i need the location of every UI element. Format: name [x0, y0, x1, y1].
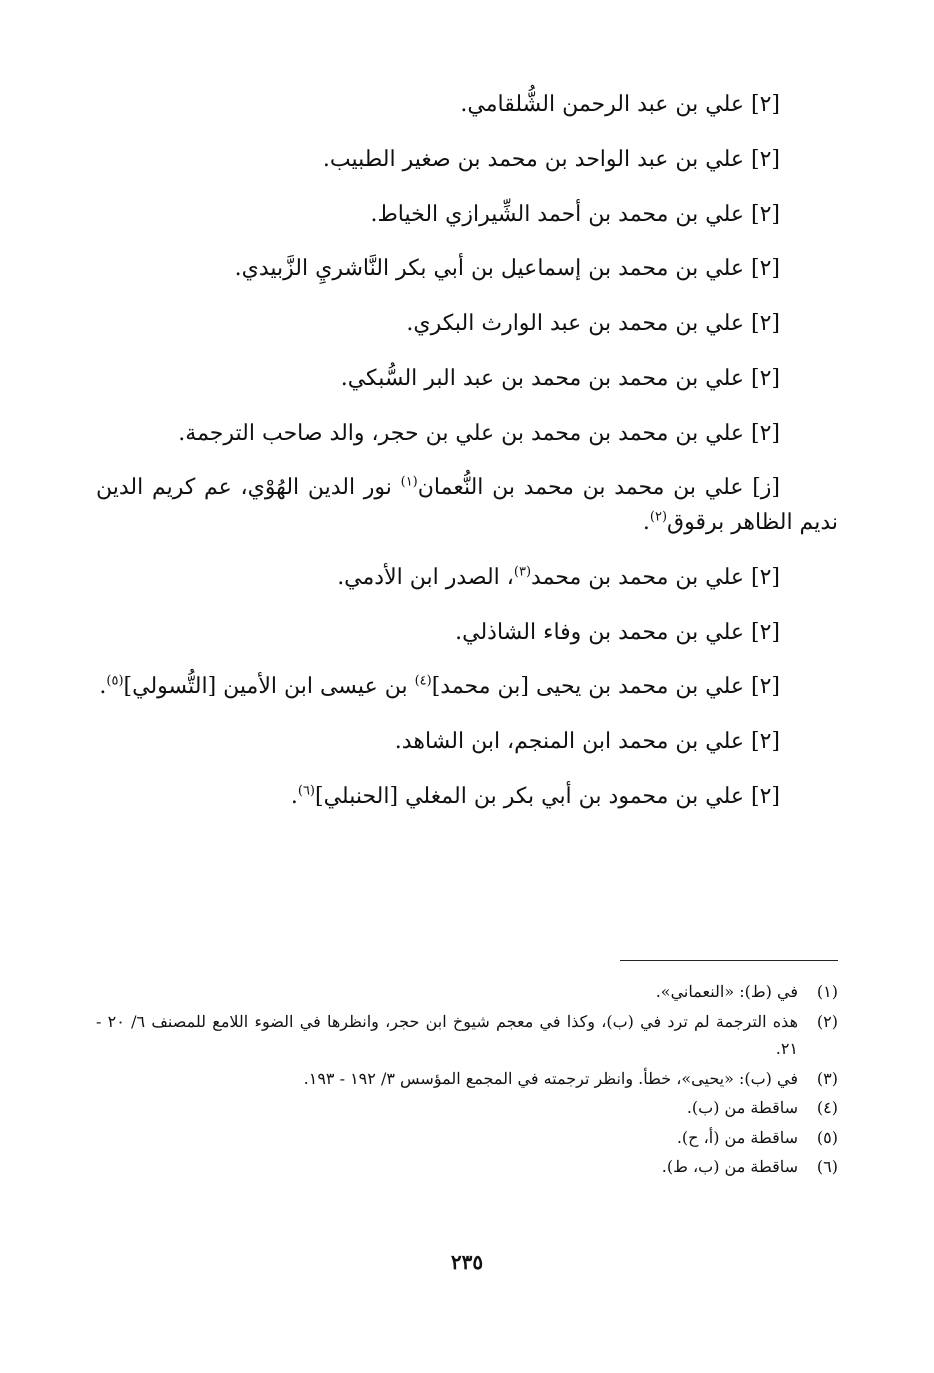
entry-text: . — [642, 510, 650, 535]
footnote — [96, 1065, 838, 1093]
footnote-ref[interactable]: (٣) — [513, 564, 532, 580]
footnote — [96, 1094, 838, 1122]
footnote-number: (٤) — [816, 1098, 838, 1118]
entry-text: [٢] علي بن محمد بن عبد الوارث البكري. — [406, 311, 780, 336]
footnote-number: (٥) — [816, 1127, 838, 1147]
entry-text: . — [290, 783, 298, 809]
entry-text: [٢] علي بن محمد بن يحيى [بن محمد] — [431, 674, 780, 700]
biography-entry — [96, 143, 838, 178]
biography-entry — [96, 252, 838, 287]
footnote-number: (١) — [816, 982, 838, 1001]
biography-entry — [96, 670, 838, 705]
entry-text: بن عيسى ابن الأمين [التُّسولي] — [123, 674, 415, 700]
footnote — [96, 978, 838, 1006]
biography-entry — [96, 307, 838, 342]
footnote — [96, 1153, 838, 1181]
footnote-text: ساقطة من (ب، ط). — [661, 1157, 798, 1177]
footnote-number: (٢) — [816, 1011, 838, 1031]
footnote-text: في (ب): «يحيى»، خطأ. وانظر ترجمته في المجمع المؤسس ٣/ ١٩٢ - ١٩٣. — [303, 1068, 798, 1088]
biography-entry — [96, 561, 838, 596]
footnote — [96, 1008, 838, 1063]
biography-entry — [96, 198, 838, 233]
entry-text: [٢] علي بن محمد بن وفاء الشاذلي. — [455, 619, 780, 645]
footnote-ref[interactable]: (٥) — [106, 673, 124, 689]
entry-text: [٢] علي بن محمد بن أحمد الشِّيرازي الخياط. — [370, 201, 780, 227]
footnote-text: في (ط): «النعماني». — [655, 982, 798, 1001]
entry-text: ، الصدر ابن الأدمي. — [337, 564, 514, 590]
footnote-text: هذه الترجمة لم ترد في (ب)، وكذا في معجم شيوخ ابن حجر، وانظرها في الضوء اللامع للمصنف ٦/ ٢٠ - ٢١. — [96, 1011, 799, 1059]
entry-text: [٢] علي بن محمود بن أبي بكر بن المغلي [الحنبلي] — [315, 783, 780, 809]
footnote-ref[interactable]: (٦) — [297, 783, 315, 799]
entry-text: [ز] علي بن محمد بن محمد بن النُّعمان — [417, 475, 780, 501]
biography-entry — [96, 88, 838, 123]
footnotes-list — [96, 978, 838, 1183]
entry-text: [٢] علي بن محمد بن محمد — [531, 564, 780, 590]
footnote-number: (٦) — [816, 1157, 838, 1177]
entry-text: [٢] علي بن محمد ابن المنجم، ابن الشاهد. — [394, 729, 780, 754]
biography-entry — [96, 725, 838, 760]
biography-entry — [96, 471, 838, 541]
footnote — [96, 1124, 838, 1152]
biography-entry — [96, 417, 838, 452]
entry-text: نور الدين الهُوْي، عم كريم الدين نديم الظاهر برقوق — [96, 475, 838, 535]
footnote-number: (٣) — [816, 1068, 838, 1088]
page-number: ٢٣٥ — [450, 1250, 484, 1274]
entry-text: [٢] علي بن عبد الرحمن الشُّلقامي. — [460, 92, 780, 117]
biography-entries-list — [96, 88, 838, 835]
entry-text: [٢] علي بن محمد بن إسماعيل بن أبي بكر النَّاشريِ الزَّبيدي. — [234, 256, 780, 282]
footnote-ref[interactable]: (٢) — [649, 509, 668, 525]
footnote-text: ساقطة من (أ، ح). — [676, 1127, 798, 1147]
footnote-ref[interactable]: (١) — [400, 474, 418, 490]
entry-text: . — [99, 674, 107, 700]
entry-text: [٢] علي بن عبد الواحد بن محمد بن صغير الطبيب. — [322, 146, 780, 172]
biography-entry — [96, 616, 838, 651]
biography-entry — [96, 362, 838, 397]
entry-text: [٢] علي بن محمد بن محمد بن عبد البر السُّبكي. — [340, 365, 780, 391]
entry-text: [٢] علي بن محمد بن محمد بن علي بن حجر، والد صاحب الترجمة. — [178, 420, 780, 446]
footnote-text: ساقطة من (ب). — [686, 1098, 798, 1118]
footnote-ref[interactable]: (٤) — [414, 673, 432, 689]
biography-entry — [96, 780, 838, 815]
footnote-separator — [620, 960, 838, 961]
